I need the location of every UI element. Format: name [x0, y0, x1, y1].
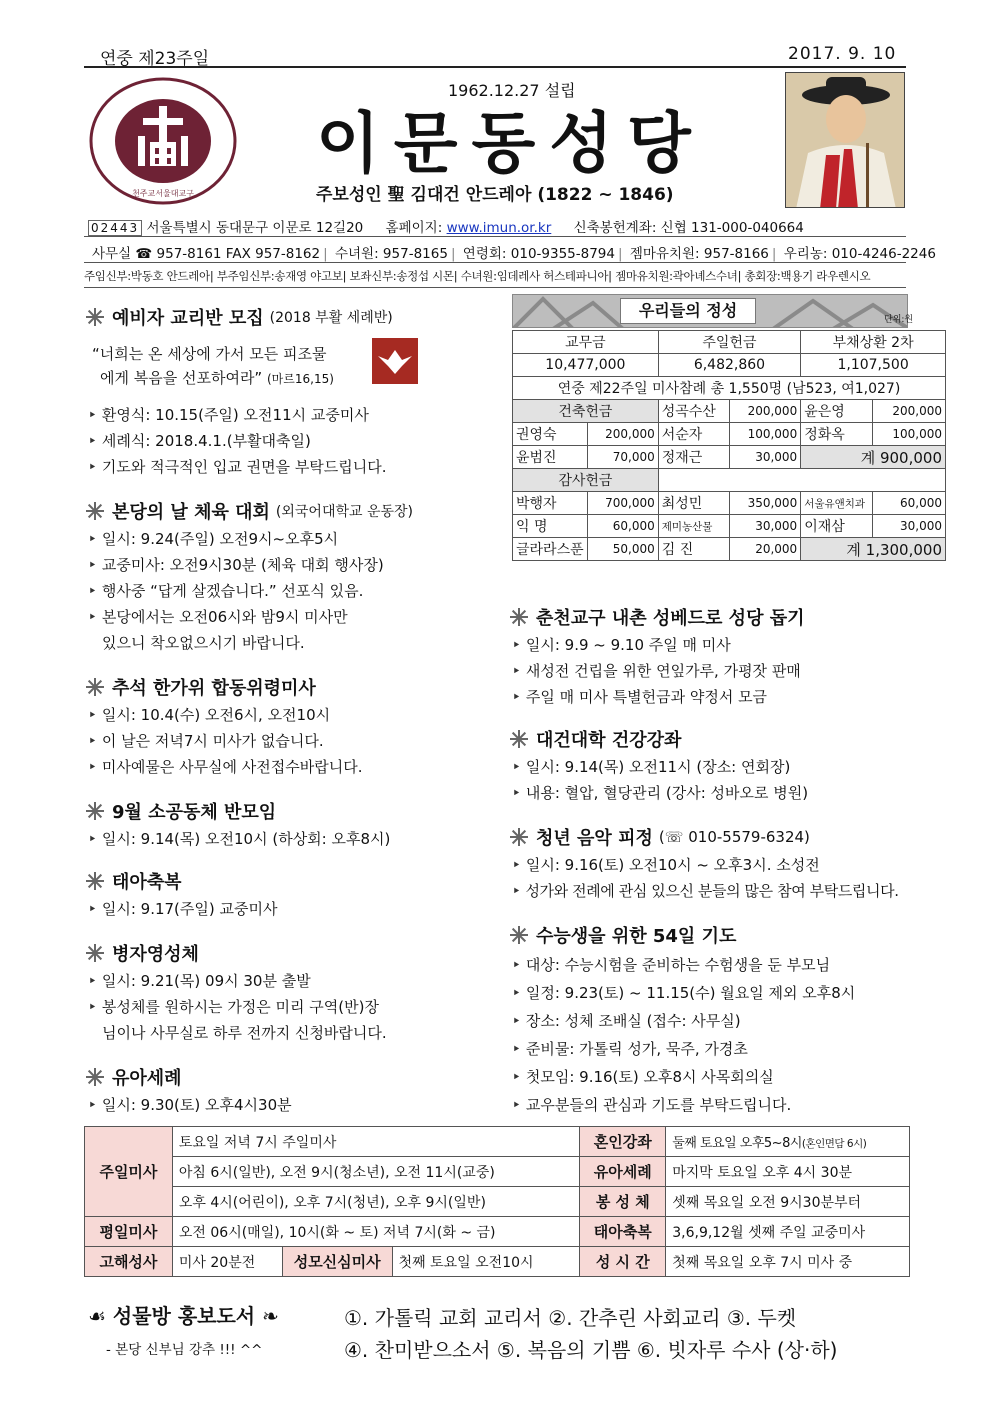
staff-list: 주임신부:박동호 안드레아| 부주임신부:송재영 야고보| 보좌신부:송정섭 시몬| 수녀원:임데레사 허스테파니아| 젬마유치원:곽아녜스수녀| 총회장:백용기 라우렌시오	[84, 269, 871, 283]
office-phone: 사무실 ☎ 957-8161 FAX 957-8162	[92, 246, 321, 262]
donor-name: 정화옥	[801, 423, 873, 446]
donor-name: 익 명	[513, 515, 588, 538]
table-cell: 첫째 목요일 오후 7시 미사 중	[666, 1247, 910, 1277]
donor-name: 정재근	[658, 446, 729, 469]
nuns-phone: 수녀원: 957-8165	[334, 246, 448, 262]
list-item: ‣ 내용: 혈압, 혈당관리 (강사: 성바오로 병원)	[512, 782, 808, 803]
table-row	[85, 1127, 910, 1157]
burst-icon	[510, 730, 528, 748]
table-cell: 둘째 토요일 오후5~8시(혼인면담 6시)	[666, 1127, 910, 1157]
section-title-community: 9월 소공동체 반모임	[86, 798, 276, 824]
table-cell: 오후 4시(어린이), 오후 7시(청년), 오후 9시(일반)	[172, 1187, 579, 1217]
table-row	[513, 331, 946, 354]
section-title-infant-baptism: 유아세례	[86, 1064, 182, 1090]
list-item: ‣ 일시: 9.14(목) 오전11시 (장소: 연회장)	[512, 756, 790, 777]
table-cell: 10,477,000	[513, 354, 659, 377]
section-title-sports-day: 본당의 날 체육 대회 (외국어대학교 운동장)	[86, 498, 413, 524]
list-item: ‣ 일시: 9.16(토) 오전10시 ~ 오후3시. 소성전	[512, 854, 820, 875]
table-row	[85, 1157, 910, 1187]
holy-hour-label: 성 시 간	[580, 1247, 666, 1277]
donor-amount: 60,000	[587, 515, 658, 538]
list-item: ‣ 대상: 수능시험을 준비하는 수험생을 둔 부모님	[512, 954, 830, 975]
donor-amount: 100,000	[872, 423, 945, 446]
donor-amount: 200,000	[872, 400, 945, 423]
donor-name: 권영숙	[513, 423, 588, 446]
list-item: ‣ 봉성체를 원하시는 가정은 미리 구역(반)장	[88, 996, 379, 1017]
burst-icon	[510, 608, 528, 626]
donor-amount: 700,000	[587, 492, 658, 515]
table-row	[513, 377, 946, 400]
table-row	[513, 492, 946, 515]
list-item: ‣ 세례식: 2018.4.1.(부활대축일)	[88, 430, 311, 451]
donor-amount: 60,000	[872, 492, 945, 515]
donor-amount: 200,000	[730, 400, 801, 423]
burst-icon	[86, 802, 104, 820]
list-item: ‣ 일시: 9.24(주일) 오전9시~오후5시	[88, 528, 338, 549]
mass-schedule-table	[84, 1126, 910, 1277]
table-cell: 마지막 토요일 오후 4시 30분	[666, 1157, 910, 1187]
burst-icon	[86, 502, 104, 520]
burst-icon	[86, 944, 104, 962]
table-cell: 아침 6시(일반), 오전 9시(청소년), 오전 11시(교중)	[172, 1157, 579, 1187]
staff-item: 총회장:백용기 라우렌시오	[744, 269, 871, 283]
youth-phone: 연령회: 010-9355-8794	[462, 246, 615, 262]
table-cell: 첫째 토요일 오전10시	[392, 1247, 580, 1277]
list-item: ‣ 장소: 성체 조배실 (접수: 사무실)	[512, 1010, 741, 1031]
list-item: ‣ 성가와 전례에 관심 있으신 분들의 많은 참여 부탁드립니다.	[512, 880, 899, 901]
list-item: ‣ 환영식: 10.15(주일) 오전11시 교중미사	[88, 404, 369, 425]
burst-icon	[86, 1068, 104, 1086]
divider	[84, 236, 906, 237]
table-row	[513, 446, 946, 469]
section-title-chuncheon: 춘천교구 내촌 성베드로 성당 돕기	[510, 604, 805, 630]
ornament-left-icon: ☙	[88, 1304, 106, 1328]
thanks-total: 계 1,300,000	[801, 538, 946, 561]
list-item: ‣ 일시: 9.30(토) 오후4시30분	[88, 1094, 292, 1115]
issue-date: 2017. 9. 10	[788, 44, 897, 64]
section-title-catechumen: 예비자 교리반 모집 (2018 부활 세례반)	[86, 304, 393, 330]
saint-portrait-image	[785, 72, 905, 208]
list-item: ‣ 일시: 9.17(주일) 교중미사	[88, 898, 277, 919]
list-item: ‣ 기도와 적극적인 입교 권면을 부탁드립니다.	[88, 456, 387, 477]
burst-icon	[510, 828, 528, 846]
table-cell: 토요일 저녁 7시 주일미사	[172, 1127, 579, 1157]
section-title-sick-communion: 병자영성체	[86, 940, 199, 966]
table-row	[513, 354, 946, 377]
founded-date: 1962.12.27 설립	[448, 81, 576, 100]
homepage-link[interactable]: www.imun.or.kr	[446, 220, 552, 236]
list-item: ‣ 교우분들의 관심과 기도를 부탁드립니다.	[512, 1094, 791, 1115]
table-cell: 주일헌금	[658, 331, 800, 354]
list-item: ‣ 행사중 “답게 살겠습니다.” 선포식 있음.	[88, 580, 363, 601]
table-cell: 3,6,9,12월 셋째 주일 교중미사	[666, 1217, 910, 1247]
donor-name: 윤범진	[513, 446, 588, 469]
donor-amount: 50,000	[587, 538, 658, 561]
offering-title: 우리들의 정성	[620, 298, 756, 324]
donor-amount: 30,000	[872, 515, 945, 538]
donor-amount: 350,000	[730, 492, 801, 515]
table-row	[85, 1217, 910, 1247]
table-cell: 오전 06시(매일), 10시(화 ~ 토) 저녁 7시(화 ~ 금)	[172, 1217, 579, 1247]
promo-books-line: ①. 가톨릭 교회 교리서 ②. 간추린 사회교리 ③. 두켓	[344, 1306, 797, 1330]
donor-amount: 70,000	[587, 446, 658, 469]
list-item: ‣ 일시: 9.14(목) 오전10시 (하상회: 오후8시)	[88, 828, 390, 849]
donor-name: 최성민	[658, 492, 729, 515]
list-item: ‣ 새성전 건립을 위한 연잎가루, 가평잣 판매	[512, 660, 801, 681]
list-item: ‣ 일시: 9.21(목) 09시 30분 출발	[88, 970, 311, 991]
donor-name: 성곡수산	[658, 400, 729, 423]
promo-books-line: ④. 찬미받으소서 ⑤. 복음의 기쁨 ⑥. 빗자루 수사 (상·하)	[344, 1338, 838, 1362]
postal-code: 02443	[88, 220, 142, 236]
table-cell: 교무금	[513, 331, 659, 354]
homepage-label: 홈페이지:	[385, 220, 443, 236]
church-name-title: 이문동성당	[316, 105, 705, 182]
list-item: ‣ 미사예물은 사무실에 사전접수바랍니다.	[88, 756, 363, 777]
list-item-continued: 있으니 착오없으시기 바랍니다.	[102, 634, 305, 652]
staff-item: 보좌신부:송정섭 시몬	[349, 269, 454, 283]
list-item: ‣ 본당에서는 오전06시와 밤9시 미사만	[88, 606, 348, 627]
donor-name: 글라라스푼	[513, 538, 588, 561]
staff-item: 주임신부:박동호 안드레아	[84, 269, 210, 283]
marian-mass-label: 성모신심미사	[282, 1247, 392, 1277]
table-row	[513, 423, 946, 446]
contact-line-1	[88, 216, 804, 236]
marriage-label: 혼인강좌	[580, 1127, 666, 1157]
donor-name: 서울유앤치과	[801, 492, 873, 515]
donor-name: 박행자	[513, 492, 588, 515]
table-cell: 부채상환 2차	[801, 331, 946, 354]
donor-amount: 100,000	[730, 423, 801, 446]
table-row	[513, 515, 946, 538]
burst-icon	[86, 678, 104, 696]
header-rule	[84, 66, 906, 68]
promo-title: ☙ 성물방 홍보도서 ❧	[88, 1304, 279, 1328]
table-row	[513, 400, 946, 423]
list-item: ‣ 일시: 10.4(수) 오전6시, 오전10시	[88, 704, 330, 725]
uri-phone: 우리농: 010-4246-2246	[783, 246, 936, 262]
donor-amount: 20,000	[730, 538, 801, 561]
staff-item: 수녀원:임데레사 허스테파니아	[460, 269, 609, 283]
donor-amount: 30,000	[730, 446, 801, 469]
divider	[84, 262, 906, 263]
donor-amount: 30,000	[730, 515, 801, 538]
promo-note: - 본당 신부님 강추 !!! ^^	[106, 1342, 263, 1358]
account-info: 신축봉헌계좌: 신협 131-000-040664	[573, 220, 804, 236]
address: 서울특별시 동대문구 이문로 12길20	[146, 220, 364, 236]
building-label: 건축헌금	[513, 400, 659, 423]
list-item: ‣ 일정: 9.23(토) ~ 11.15(수) 월요일 제외 오후8시	[512, 982, 855, 1003]
table-row	[513, 469, 946, 492]
section-title-youth-retreat: 청년 음악 피정 (☏ 010-5579-6324)	[510, 824, 810, 850]
holy-spirit-dove-icon	[372, 338, 418, 384]
communion-label: 봉 성 체	[580, 1187, 666, 1217]
list-item: ‣ 일시: 9.9 ~ 9.10 주일 매 미사	[512, 634, 731, 655]
offering-unit: 단위:원	[884, 315, 914, 325]
attendance-cell: 연중 제22주일 미사참례 총 1,550명 (남523, 여1,027)	[513, 377, 946, 400]
ornament-right-icon: ❧	[262, 1304, 279, 1328]
fetal-blessing-label: 태아축복	[580, 1217, 666, 1247]
donor-name: 제미농산물	[658, 515, 729, 538]
list-item: ‣ 교중미사: 오전9시30분 (체육 대회 행사장)	[88, 554, 384, 575]
list-item: ‣ 이 날은 저녁7시 미사가 없습니다.	[88, 730, 324, 751]
list-item-continued: 님이나 사무실로 하루 전까지 신청바랍니다.	[102, 1024, 387, 1042]
table-cell: 셋째 목요일 오전 9시30분부터	[666, 1187, 910, 1217]
table-row	[85, 1247, 910, 1277]
list-item: ‣ 첫모임: 9.16(토) 오후8시 사목회의실	[512, 1066, 774, 1087]
staff-item: 부주임신부:송재영 야고보	[216, 269, 343, 283]
svg-text:천주교서울대교구: 천주교서울대교구	[132, 189, 194, 198]
donor-name: 서순자	[658, 423, 729, 446]
donor-name: 김 진	[658, 538, 729, 561]
table-cell: 1,107,500	[801, 354, 946, 377]
issue-label: 연중 제23주일	[100, 49, 210, 69]
donor-name: 이재삼	[801, 515, 873, 538]
weekday-mass-label: 평일미사	[85, 1217, 173, 1247]
table-row	[513, 538, 946, 561]
offering-table	[512, 330, 946, 561]
church-seal-logo	[88, 76, 238, 206]
contact-line-2: 사무실 ☎ 957-8161 FAX 957-8162 | 수녀원: 957-8165 | 연령회: 010-9355-8794 | 젬마유치원: 957-8166 | 우리농: 010-4246-2246	[92, 246, 936, 262]
thanks-label: 감사헌금	[513, 469, 659, 492]
section-title-exam-prayer: 수능생을 위한 54일 기도	[510, 922, 736, 948]
table-row	[85, 1187, 910, 1217]
bible-quote: “너희는 온 세상에 가서 모든 피조물 에게 복음을 선포하여라” (마르16,15)	[92, 345, 334, 387]
burst-icon	[510, 926, 528, 944]
list-item: ‣ 주일 매 미사 특별헌금과 약정서 모금	[512, 686, 767, 707]
section-title-health-lecture: 대건대학 건강강좌	[510, 726, 681, 752]
kinder-phone: 젬마유치원: 957-8166	[629, 246, 769, 262]
burst-icon	[86, 308, 104, 326]
patron-saint: 주보성인 聖 김대건 안드레아 (1822 ~ 1846)	[316, 185, 674, 205]
table-cell: 6,482,860	[658, 354, 800, 377]
sunday-mass-label: 주일미사	[85, 1127, 173, 1217]
infant-baptism-label: 유아세례	[580, 1157, 666, 1187]
section-title-fetal-blessing: 태아축복	[86, 868, 182, 894]
confession-label: 고해성사	[85, 1247, 173, 1277]
donor-amount: 200,000	[587, 423, 658, 446]
table-cell: 미사 20분전	[172, 1247, 282, 1277]
staff-item: 젬마유치원:곽아녜스수녀	[615, 269, 738, 283]
section-title-memorial-mass: 추석 한가위 합동위령미사	[86, 674, 316, 700]
burst-icon	[86, 872, 104, 890]
donor-name: 윤은영	[801, 400, 873, 423]
divider	[84, 287, 906, 288]
building-total: 계 900,000	[801, 446, 946, 469]
list-item: ‣ 준비물: 가톨릭 성가, 묵주, 가경초	[512, 1038, 748, 1059]
